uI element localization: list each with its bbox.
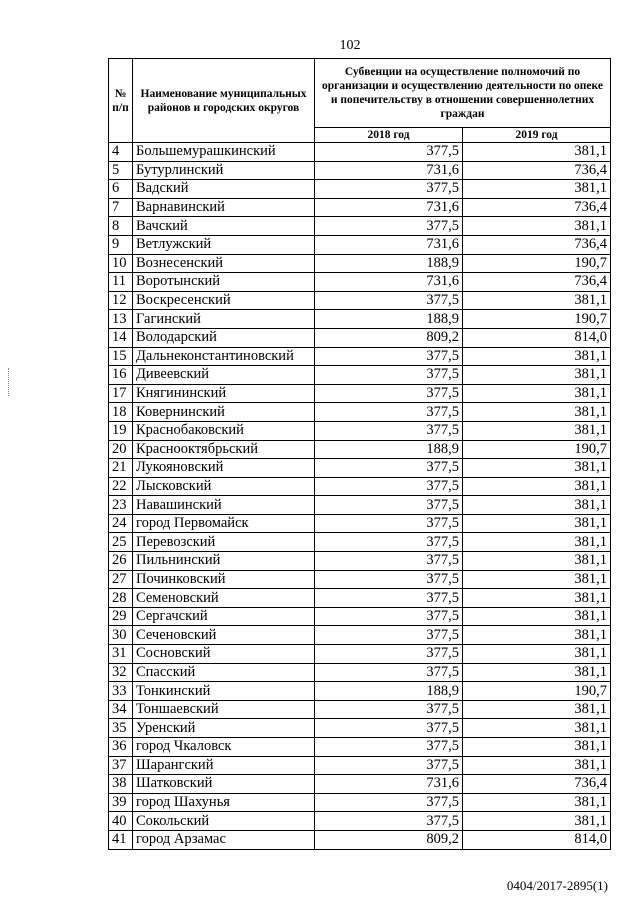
header-subsidy: Субвенции на осуществление полномочий по организации и осуществлению деятельности по опеке и попечительству в отношении совершеннолетних граждан: [315, 59, 611, 128]
municipality-name: Починковский: [133, 570, 315, 589]
value-2019: 381,1: [463, 403, 611, 422]
row-number: 16: [109, 366, 133, 385]
table-row: [109, 403, 611, 422]
value-2019: 381,1: [463, 645, 611, 664]
value-2019: 381,1: [463, 719, 611, 738]
municipality-name: Шарангский: [133, 756, 315, 775]
municipality-name: Дальнеконстантиновский: [133, 347, 315, 366]
value-2018: 377,5: [315, 738, 463, 757]
row-number: 38: [109, 775, 133, 794]
municipality-name: Володарский: [133, 328, 315, 347]
municipality-name: город Чкаловск: [133, 738, 315, 757]
header-municipality: Наименование муниципальных районов и городских округов: [133, 59, 315, 143]
table-row: [109, 682, 611, 701]
value-2018: 377,5: [315, 589, 463, 608]
municipality-name: Княгининский: [133, 384, 315, 403]
value-2018: 188,9: [315, 254, 463, 273]
value-2019: 381,1: [463, 738, 611, 757]
municipality-name: Семеновский: [133, 589, 315, 608]
table-row: [109, 366, 611, 385]
row-number: 34: [109, 700, 133, 719]
table-row: [109, 143, 611, 162]
municipality-name: Лысковский: [133, 477, 315, 496]
value-2019: 381,1: [463, 514, 611, 533]
municipality-name: Вознесенский: [133, 254, 315, 273]
row-number: 12: [109, 291, 133, 310]
value-2019: 381,1: [463, 366, 611, 385]
table-row: [109, 235, 611, 254]
value-2018: 377,5: [315, 421, 463, 440]
table-row: [109, 291, 611, 310]
municipality-name: Воскресенский: [133, 291, 315, 310]
row-number: 33: [109, 682, 133, 701]
municipality-name: Уренский: [133, 719, 315, 738]
value-2018: 377,5: [315, 403, 463, 422]
table-row: [109, 830, 611, 849]
municipality-name: Лукояновский: [133, 459, 315, 478]
value-2019: 381,1: [463, 459, 611, 478]
table-row: [109, 347, 611, 366]
municipality-name: город Шахунья: [133, 793, 315, 812]
row-number: 9: [109, 235, 133, 254]
table-row: [109, 775, 611, 794]
municipality-name: Навашинский: [133, 496, 315, 515]
value-2018: 809,2: [315, 328, 463, 347]
table-row: [109, 514, 611, 533]
value-2018: 731,6: [315, 775, 463, 794]
value-2018: 377,5: [315, 663, 463, 682]
value-2018: 731,6: [315, 161, 463, 180]
value-2018: 377,5: [315, 793, 463, 812]
page-number: 102: [339, 38, 361, 53]
municipality-name: Тонкинский: [133, 682, 315, 701]
table-row: [109, 161, 611, 180]
subsidy-table: [108, 58, 611, 850]
value-2019: 381,1: [463, 700, 611, 719]
value-2019: 381,1: [463, 217, 611, 236]
document-code: 0404/2017-2895(1): [506, 878, 608, 893]
municipality-name: Вадский: [133, 180, 315, 199]
row-number: 41: [109, 830, 133, 849]
table-row: [109, 198, 611, 217]
table-row: [109, 477, 611, 496]
row-number: 31: [109, 645, 133, 664]
value-2019: 381,1: [463, 347, 611, 366]
value-2019: 381,1: [463, 384, 611, 403]
municipality-name: Большемурашкинский: [133, 143, 315, 162]
row-number: 37: [109, 756, 133, 775]
row-number: 15: [109, 347, 133, 366]
row-number: 21: [109, 459, 133, 478]
value-2019: 381,1: [463, 663, 611, 682]
value-2018: 731,6: [315, 198, 463, 217]
value-2018: 377,5: [315, 719, 463, 738]
value-2018: 731,6: [315, 273, 463, 292]
value-2019: 381,1: [463, 570, 611, 589]
value-2019: 190,7: [463, 254, 611, 273]
value-2019: 190,7: [463, 682, 611, 701]
table-row: [109, 663, 611, 682]
value-2018: 188,9: [315, 310, 463, 329]
municipality-name: Сосновский: [133, 645, 315, 664]
value-2019: 381,1: [463, 180, 611, 199]
municipality-name: Перевозский: [133, 533, 315, 552]
table-row: [109, 440, 611, 459]
table-body: [109, 143, 611, 850]
table-row: [109, 700, 611, 719]
value-2019: 736,4: [463, 198, 611, 217]
value-2018: 377,5: [315, 533, 463, 552]
table-row: [109, 533, 611, 552]
table-row: [109, 459, 611, 478]
value-2019: 381,1: [463, 756, 611, 775]
table-row: [109, 793, 611, 812]
value-2019: 381,1: [463, 626, 611, 645]
table-row: [109, 421, 611, 440]
row-number: 19: [109, 421, 133, 440]
row-number: 13: [109, 310, 133, 329]
row-number: 18: [109, 403, 133, 422]
row-number: 22: [109, 477, 133, 496]
row-number: 35: [109, 719, 133, 738]
value-2018: 377,5: [315, 366, 463, 385]
value-2019: 736,4: [463, 775, 611, 794]
value-2019: 381,1: [463, 793, 611, 812]
value-2018: 377,5: [315, 384, 463, 403]
value-2018: 377,5: [315, 514, 463, 533]
value-2018: 377,5: [315, 459, 463, 478]
value-2018: 377,5: [315, 645, 463, 664]
municipality-name: Спасский: [133, 663, 315, 682]
value-2018: 377,5: [315, 291, 463, 310]
value-2018: 377,5: [315, 607, 463, 626]
table-row: [109, 626, 611, 645]
row-number: 8: [109, 217, 133, 236]
value-2019: 736,4: [463, 161, 611, 180]
value-2018: 377,5: [315, 756, 463, 775]
value-2018: 377,5: [315, 143, 463, 162]
municipality-name: Варнавинский: [133, 198, 315, 217]
value-2018: 731,6: [315, 235, 463, 254]
table-row: [109, 738, 611, 757]
row-number: 39: [109, 793, 133, 812]
value-2018: 377,5: [315, 496, 463, 515]
row-number: 4: [109, 143, 133, 162]
table-row: [109, 645, 611, 664]
value-2019: 814,0: [463, 328, 611, 347]
scan-edge-mark: [8, 368, 13, 396]
value-2018: 377,5: [315, 180, 463, 199]
municipality-name: Воротынский: [133, 273, 315, 292]
value-2018: 377,5: [315, 347, 463, 366]
municipality-name: Ковернинский: [133, 403, 315, 422]
header-year-2019: 2019 год: [463, 128, 611, 143]
value-2019: 381,1: [463, 496, 611, 515]
row-number: 25: [109, 533, 133, 552]
municipality-name: город Первомайск: [133, 514, 315, 533]
table-row: [109, 254, 611, 273]
row-number: 30: [109, 626, 133, 645]
municipality-name: Вачский: [133, 217, 315, 236]
value-2018: 377,5: [315, 570, 463, 589]
municipality-name: Сокольский: [133, 812, 315, 831]
municipality-name: Шатковский: [133, 775, 315, 794]
value-2019: 381,1: [463, 607, 611, 626]
value-2019: 190,7: [463, 310, 611, 329]
value-2018: 188,9: [315, 440, 463, 459]
municipality-name: Сергачский: [133, 607, 315, 626]
table-row: [109, 607, 611, 626]
table-row: [109, 273, 611, 292]
municipality-name: Бутурлинский: [133, 161, 315, 180]
row-number: 26: [109, 552, 133, 571]
table-row: [109, 756, 611, 775]
table-row: [109, 589, 611, 608]
value-2019: 381,1: [463, 143, 611, 162]
value-2019: 381,1: [463, 421, 611, 440]
row-number: 11: [109, 273, 133, 292]
municipality-name: Гагинский: [133, 310, 315, 329]
value-2018: 377,5: [315, 552, 463, 571]
table-row: [109, 384, 611, 403]
municipality-name: Дивеевский: [133, 366, 315, 385]
value-2019: 381,1: [463, 589, 611, 608]
value-2019: 381,1: [463, 477, 611, 496]
row-number: 14: [109, 328, 133, 347]
table-row: [109, 812, 611, 831]
row-number: 7: [109, 198, 133, 217]
row-number: 5: [109, 161, 133, 180]
table-row: [109, 496, 611, 515]
table-row: [109, 217, 611, 236]
value-2019: 190,7: [463, 440, 611, 459]
value-2019: 736,4: [463, 273, 611, 292]
table-row: [109, 719, 611, 738]
value-2019: 381,1: [463, 291, 611, 310]
row-number: 17: [109, 384, 133, 403]
value-2019: 381,1: [463, 552, 611, 571]
row-number: 23: [109, 496, 133, 515]
header-year-2018: 2018 год: [315, 128, 463, 143]
table-row: [109, 180, 611, 199]
value-2018: 377,5: [315, 626, 463, 645]
table-row: [109, 552, 611, 571]
value-2019: 381,1: [463, 812, 611, 831]
value-2018: 809,2: [315, 830, 463, 849]
table-row: [109, 310, 611, 329]
row-number: 20: [109, 440, 133, 459]
municipality-name: Тоншаевский: [133, 700, 315, 719]
table-row: [109, 328, 611, 347]
row-number: 10: [109, 254, 133, 273]
value-2019: 736,4: [463, 235, 611, 254]
row-number: 36: [109, 738, 133, 757]
municipality-name: Пильнинский: [133, 552, 315, 571]
value-2018: 377,5: [315, 217, 463, 236]
row-number: 6: [109, 180, 133, 199]
value-2018: 377,5: [315, 812, 463, 831]
municipality-name: город Арзамас: [133, 830, 315, 849]
header-number: № п/п: [109, 59, 133, 143]
value-2018: 188,9: [315, 682, 463, 701]
row-number: 27: [109, 570, 133, 589]
municipality-name: Краснооктябрьский: [133, 440, 315, 459]
value-2019: 381,1: [463, 533, 611, 552]
municipality-name: Ветлужский: [133, 235, 315, 254]
value-2018: 377,5: [315, 477, 463, 496]
row-number: 28: [109, 589, 133, 608]
row-number: 29: [109, 607, 133, 626]
municipality-name: Краснобаковский: [133, 421, 315, 440]
row-number: 24: [109, 514, 133, 533]
municipality-name: Сеченовский: [133, 626, 315, 645]
table-row: [109, 570, 611, 589]
value-2018: 377,5: [315, 700, 463, 719]
value-2019: 814,0: [463, 830, 611, 849]
row-number: 32: [109, 663, 133, 682]
row-number: 40: [109, 812, 133, 831]
